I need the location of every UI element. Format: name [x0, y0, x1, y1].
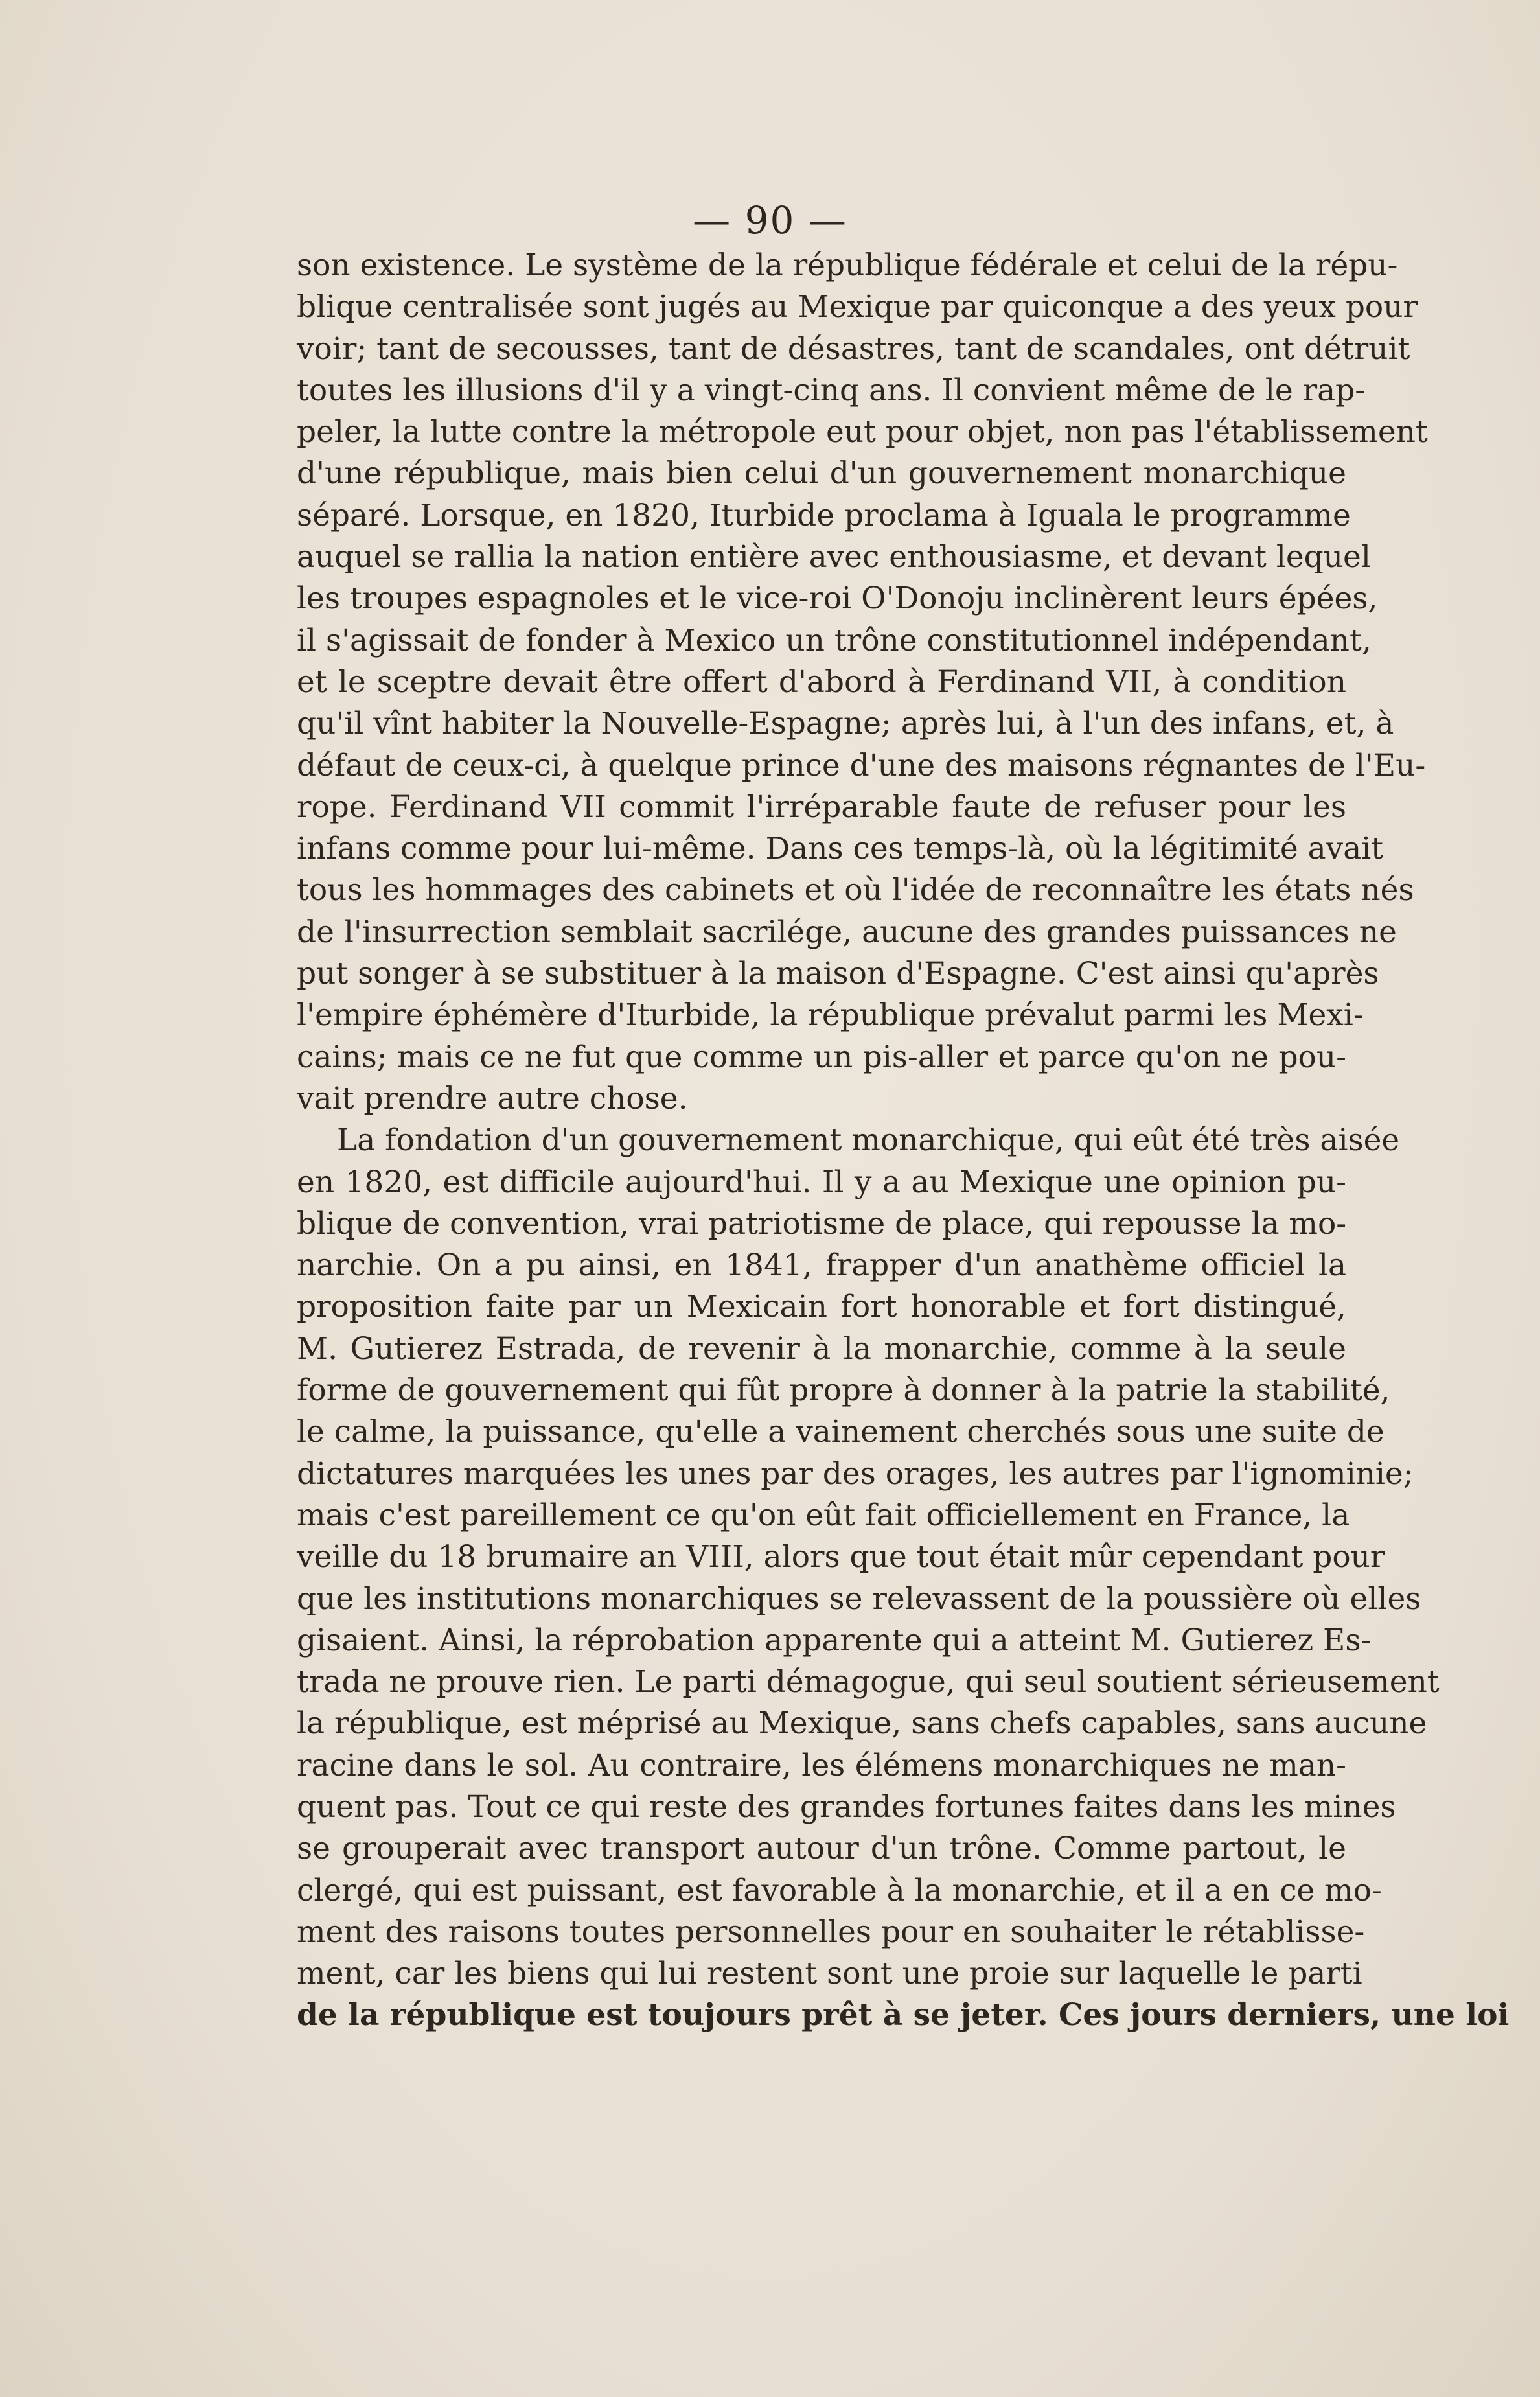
page-number: — 90 — [693, 198, 847, 242]
text-line: voir; tant de secousses, tant de désastres, tant de scandales, ont détruit [297, 330, 1410, 367]
text-line: que les institutions monarchiques se relevassent de la poussière où elles [297, 1581, 1421, 1617]
text-line: forme de gouvernement qui fût propre à donner à la patrie la stabilité, [297, 1372, 1390, 1409]
text-line: blique centralisée sont jugés au Mexique par quiconque a des yeux pour [297, 289, 1418, 325]
text-line: dictatures marquées les unes par des orages, les autres par l'ignominie; [297, 1455, 1414, 1492]
text-line: rope. Ferdinand VII commit l'irréparable faute de refuser pour les [297, 789, 1346, 825]
text-line: quent pas. Tout ce qui reste des grandes fortunes faites dans les mines [297, 1789, 1396, 1825]
text-line: la république, est méprisé au Mexique, sans chefs capables, sans aucune [297, 1706, 1427, 1742]
text-line: séparé. Lorsque, en 1820, Iturbide proclama à Iguala le programme [297, 497, 1351, 533]
body-text [297, 245, 1510, 2037]
text-line: cains; mais ce ne fut que comme un pis-aller et parce qu'on ne pou- [297, 1039, 1346, 1075]
text-line: l'empire éphémère d'Iturbide, la république prévalut parmi les Mexi- [297, 997, 1364, 1034]
text-line: blique de convention, vrai patriotisme de place, qui repousse la mo- [297, 1205, 1347, 1242]
text-line: il s'agissait de fonder à Mexico un trône constitutionnel indépendant, [297, 622, 1372, 658]
text-line: peler, la lutte contre la métropole eut pour objet, non pas l'établissement [297, 414, 1428, 450]
text-line: d'une république, mais bien celui d'un gouvernement monarchique [297, 456, 1346, 492]
text-line: M. Gutierez Estrada, de revenir à la monarchie, comme à la seule [297, 1330, 1346, 1367]
text-line: clergé, qui est puissant, est favorable à la monarchie, et il a en ce mo- [297, 1872, 1382, 1908]
text-line: trada ne prouve rien. Le parti démagogue, qui seul soutient sérieusement [297, 1664, 1440, 1700]
text-line: veille du 18 brumaire an VIII, alors que tout était mûr cependant pour [297, 1539, 1385, 1575]
text-line: en 1820, est difficile aujourd'hui. Il y a au Mexique une opinion pu- [297, 1164, 1346, 1200]
text-line: son existence. Le système de la république fédérale et celui de la répu- [297, 248, 1398, 283]
text-line: défaut de ceux-ci, à quelque prince d'une des maisons régnantes de l'Eu- [297, 747, 1426, 783]
text-line: ment des raisons toutes personnelles pour en souhaiter le rétablisse- [297, 1914, 1365, 1950]
text-line: tous les hommages des cabinets et où l'idée de reconnaître les états nés [297, 872, 1414, 909]
text-line: de l'insurrection semblait sacrilége, aucune des grandes puissances ne [297, 914, 1397, 950]
text-line: ment, car les biens qui lui restent sont une proie sur laquelle le parti [297, 1956, 1362, 1992]
text-line: La fondation d'un gouvernement monarchique, qui eût été très aisée [337, 1122, 1400, 1159]
text-line: proposition faite par un Mexicain fort honorable et fort distingué, [297, 1289, 1346, 1325]
text-line: de la république est toujours prêt à se jeter. Ces jours derniers, une loi [297, 1997, 1510, 2033]
text-line: se grouperait avec transport autour d'un trône. Comme partout, le [297, 1831, 1346, 1867]
text-line: qu'il vînt habiter la Nouvelle-Espagne; après lui, à l'un des infans, et, à [297, 706, 1394, 742]
text-line: vait prendre autre chose. [297, 1080, 688, 1117]
text-line: mais c'est pareillement ce qu'on eût fait officiellement en France, la [297, 1497, 1350, 1533]
text-line: le calme, la puissance, qu'elle a vainement cherchés sous une suite de [297, 1414, 1385, 1450]
text-line: narchie. On a pu ainsi, en 1841, frapper d'un anathème officiel la [297, 1247, 1346, 1284]
text-line: les troupes espagnoles et le vice-roi O'Donoju inclinèrent leurs épées, [297, 581, 1378, 617]
text-line: auquel se rallia la nation entière avec enthousiasme, et devant lequel [297, 539, 1371, 575]
text-line: toutes les illusions d'il y a vingt-cinq ans. Il convient même de le rap- [297, 372, 1366, 408]
text-line: put songer à se substituer à la maison d'Espagne. C'est ainsi qu'après [297, 956, 1379, 992]
text-line: racine dans le sol. Au contraire, les élémens monarchiques ne man- [297, 1747, 1346, 1783]
text-line: gisaient. Ainsi, la réprobation apparente qui a atteint M. Gutierez Es- [297, 1622, 1372, 1658]
text-line: et le sceptre devait être offert d'abord à Ferdinand VII, à condition [297, 664, 1346, 700]
text-line: infans comme pour lui-même. Dans ces temps-là, où la légitimité avait [297, 831, 1384, 867]
